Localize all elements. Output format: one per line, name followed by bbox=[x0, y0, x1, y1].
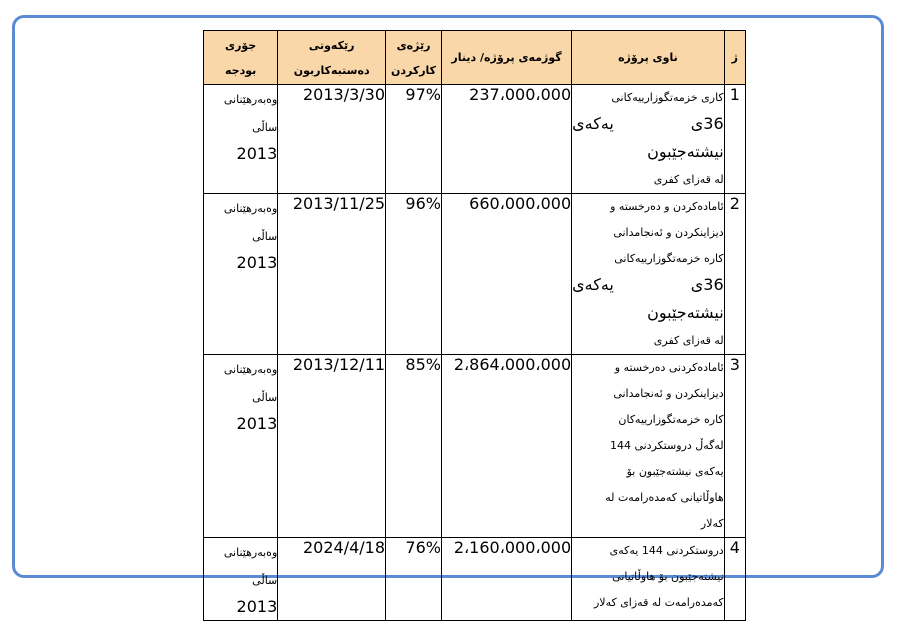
name-line: کارە خزمەتگوزارییەکان bbox=[618, 413, 724, 426]
name-line: یەکەی نیشتەجێبون بۆ bbox=[626, 465, 724, 478]
row-date: 2013/12/11 bbox=[278, 355, 386, 538]
name-line: کەلار bbox=[700, 517, 724, 530]
name-line: کارە خزمەتگوزارییەکانی bbox=[614, 252, 724, 265]
name-line: دیزاینکردن و ئەنجامدانی bbox=[613, 226, 724, 239]
row-project-name bbox=[572, 538, 725, 621]
header-start-date bbox=[278, 31, 386, 85]
table-header-row bbox=[204, 31, 746, 85]
row-date: 2013/11/25 bbox=[278, 194, 386, 355]
name-line: لەگەڵ دروستکردنی 144 bbox=[609, 439, 724, 452]
name-line: ئامادەکردن و دەرخستە و bbox=[610, 200, 724, 213]
budget-line: 2013 bbox=[236, 414, 278, 433]
table-row bbox=[204, 194, 746, 355]
row-percent: 96% bbox=[386, 194, 442, 355]
name-line: لە قەزای کفری bbox=[653, 173, 724, 186]
budget-line: ساڵی bbox=[252, 391, 278, 404]
row-budget bbox=[204, 355, 278, 538]
row-budget bbox=[204, 194, 278, 355]
row-cost: 660،000،000 bbox=[441, 194, 571, 355]
budget-line: وەبەرهێنانی bbox=[223, 363, 278, 376]
row-project-name bbox=[572, 355, 725, 538]
name-line: کاری خزمەتگوزارییەکانی bbox=[611, 91, 724, 104]
row-cost: 2،864،000،000 bbox=[441, 355, 571, 538]
header-budget-type bbox=[204, 31, 278, 85]
row-date: 2024/4/18 bbox=[278, 538, 386, 621]
row-cost: 2،160،000،000 bbox=[441, 538, 571, 621]
budget-line: ساڵی bbox=[252, 230, 278, 243]
header-work-percent bbox=[386, 31, 442, 85]
name-line: دروستکردنی 144 یەکەی bbox=[609, 544, 724, 557]
projects-table bbox=[203, 30, 746, 621]
header-start-date-line2: دەستبەکاربون bbox=[293, 63, 370, 77]
budget-line: 2013 bbox=[236, 253, 278, 272]
budget-line: 2013 bbox=[236, 597, 278, 616]
budget-line: ساڵی bbox=[252, 574, 278, 587]
row-cost: 237،000،000 bbox=[441, 85, 571, 194]
header-budget-type-line2: بودجە bbox=[224, 63, 257, 77]
header-budget-type-line1: جۆری bbox=[225, 38, 257, 52]
name-line: دیزاینکردن و ئەنجامدانی bbox=[613, 387, 724, 400]
row-project-name bbox=[572, 194, 725, 355]
budget-line: وەبەرهێنانی bbox=[223, 546, 278, 559]
budget-line: ساڵی bbox=[252, 121, 278, 134]
header-num: ژ bbox=[724, 31, 745, 85]
header-work-percent-line1: رێژەی bbox=[396, 38, 431, 52]
row-num: 4 bbox=[724, 538, 745, 621]
row-budget bbox=[204, 538, 278, 621]
row-percent: 85% bbox=[386, 355, 442, 538]
name-line: نیشتەجێبون بۆ هاوڵاتیانی bbox=[612, 570, 724, 583]
budget-line: وەبەرهێنانی bbox=[223, 93, 278, 106]
name-line: ئامادەکردنی دەرخستە و bbox=[614, 361, 724, 374]
row-project-name bbox=[572, 85, 725, 194]
row-percent: 97% bbox=[386, 85, 442, 194]
row-percent: 76% bbox=[386, 538, 442, 621]
table-row bbox=[204, 538, 746, 621]
budget-line: وەبەرهێنانی bbox=[223, 202, 278, 215]
row-num: 3 bbox=[724, 355, 745, 538]
name-line: کەمدەرامەت لە قەزای کەلار bbox=[593, 596, 724, 609]
name-line: هاوڵاتیانی کەمدەرامەت لە bbox=[605, 491, 724, 504]
table-row bbox=[204, 85, 746, 194]
name-line: 36ی یەکەی نیشتەجێبون bbox=[572, 114, 724, 161]
header-work-percent-line2: کارکردن bbox=[390, 63, 437, 77]
budget-line: 2013 bbox=[236, 144, 278, 163]
row-budget bbox=[204, 85, 278, 194]
row-num: 1 bbox=[724, 85, 745, 194]
name-line: 36ی یەکەی نیشتەجێبون bbox=[572, 275, 724, 322]
header-project-name: ناوی پرۆژە bbox=[572, 31, 725, 85]
row-date: 2013/3/30 bbox=[278, 85, 386, 194]
row-num: 2 bbox=[724, 194, 745, 355]
header-start-date-line1: رێکەوتی bbox=[308, 38, 355, 52]
header-project-cost: گوژمەی پرۆژە/ دینار bbox=[441, 31, 571, 85]
table-row bbox=[204, 355, 746, 538]
name-line: لە قەزای کفری bbox=[653, 334, 724, 347]
